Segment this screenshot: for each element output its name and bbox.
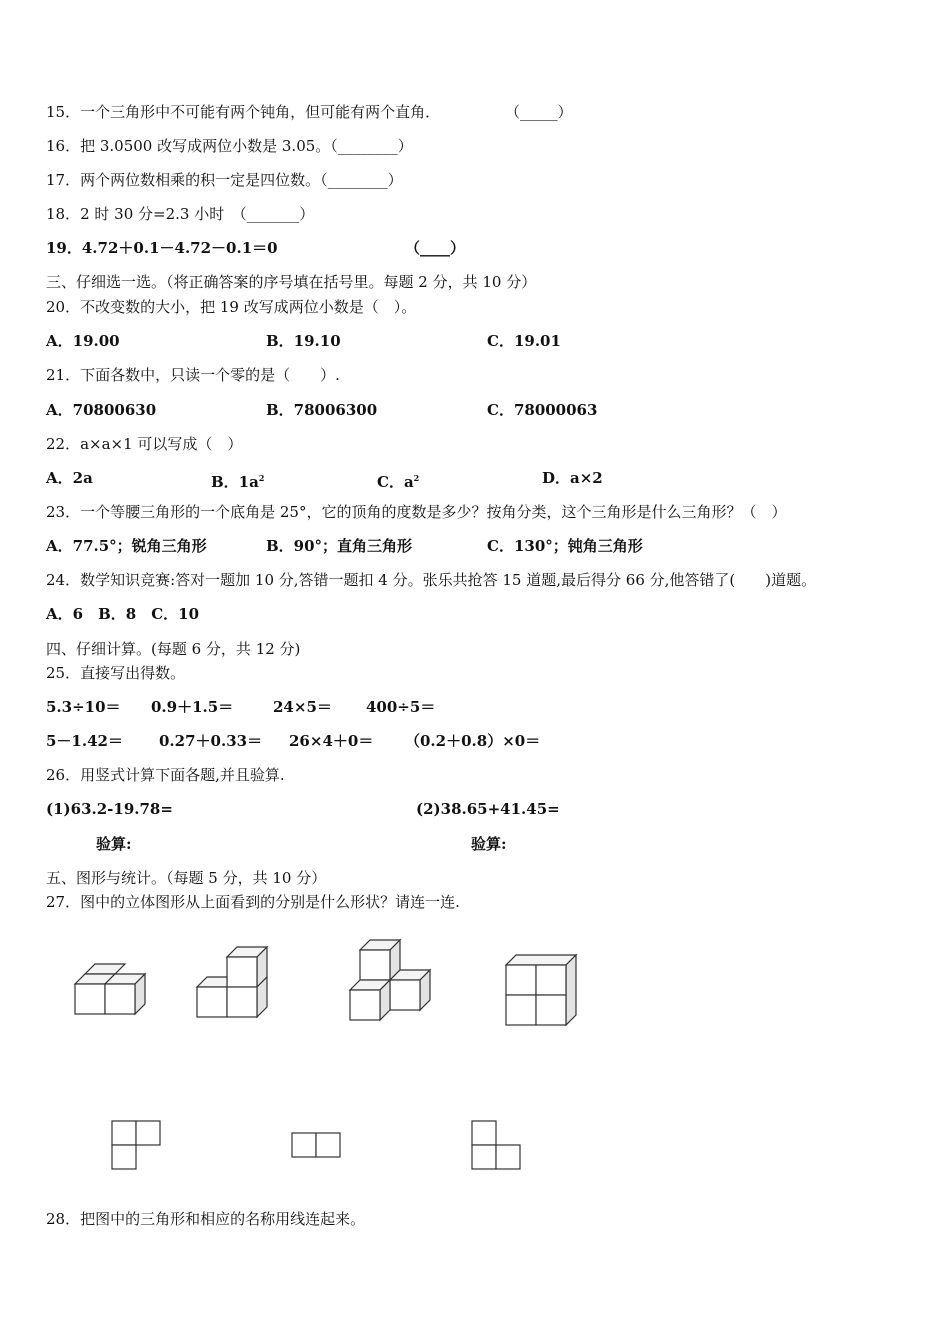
q25-item-2: 0.9＋1.5＝ — [151, 698, 234, 716]
top-view-option-3[interactable] — [471, 1120, 523, 1172]
q22-option-d[interactable]: D．a×2 — [542, 469, 603, 487]
q22-option-c[interactable] — [377, 468, 419, 492]
q24-options[interactable]: A．6 B．8 C．10 — [46, 605, 200, 623]
question-15 — [46, 102, 440, 122]
section-4-title: 四、仔细计算。(每题 6 分，共 12 分) — [46, 640, 301, 658]
q23-option-b[interactable]: B．90°；直角三角形 — [266, 537, 413, 555]
q25-item-1: 5.3÷10＝ — [46, 698, 121, 716]
q25-item-3: 24×5＝ — [273, 698, 332, 716]
question-28: 28．把图中的三角形和相应的名称用线连起来。 — [46, 1210, 366, 1228]
q21-option-c[interactable]: C．78000063 — [487, 401, 598, 419]
question-17: 17．两个两位数相乘的积一定是四位数。（________） — [46, 171, 403, 189]
top-view-option-2[interactable] — [291, 1132, 343, 1160]
q26-check-2: 验算: — [471, 835, 507, 853]
q21-option-b[interactable]: B．78006300 — [266, 401, 378, 419]
q26-part-1: (1)63.2-19.78= — [46, 800, 173, 818]
q22-option-b-exponent: 2 — [258, 473, 265, 483]
question-23: 23．一个等腰三角形的一个底角是 25°，它的顶角的度数是多少？按角分类，这个三角形是什么三角形？（ ） — [46, 503, 787, 521]
q25-item-4: 400÷5＝ — [366, 698, 436, 716]
q25-item-5: 5－1.42＝ — [46, 732, 123, 750]
q20-option-a[interactable]: A．19.00 — [46, 332, 120, 350]
question-19: 19．4.72＋0.1－4.72－0.1＝0 — [46, 239, 278, 257]
question-19-blank[interactable]: （____） — [405, 239, 466, 257]
q25-item-7: 26×4＋0＝ — [289, 732, 374, 750]
question-21: 21．下面各数中，只读一个零的是（ ）. — [46, 366, 340, 384]
question-15-text: 15．一个三角形中不可能有两个钝角，但可能有两个直角． — [46, 103, 441, 121]
q26-part-2: (2)38.65+41.45= — [416, 800, 560, 818]
q20-option-c[interactable]: C．19.01 — [487, 332, 561, 350]
solid-figure-1 — [75, 962, 155, 1018]
q25-item-8: （0.2＋0.8）×0＝ — [405, 732, 541, 750]
solid-figure-2 — [197, 945, 277, 1021]
question-20: 20．不改变数的大小，把 19 改写成两位小数是（ ）。 — [46, 298, 417, 316]
question-25: 25．直接写出得数。 — [46, 664, 186, 682]
q22-option-b-label: B．1a — [211, 473, 259, 491]
solid-figure-3 — [348, 938, 438, 1026]
q23-option-a[interactable]: A．77.5°；锐角三角形 — [46, 537, 207, 555]
q23-option-c[interactable]: C．130°；钝角三角形 — [487, 537, 643, 555]
question-22: 22．a×a×1 可以写成（ ） — [46, 435, 243, 453]
question-16: 16．把 3.0500 改写成两位小数是 3.05。（________） — [46, 137, 413, 155]
top-view-option-1[interactable] — [111, 1120, 163, 1172]
q20-option-b[interactable]: B．19.10 — [266, 332, 341, 350]
q25-item-6: 0.27＋0.33＝ — [159, 732, 263, 750]
q22-option-a[interactable]: A．2a — [46, 469, 93, 487]
q22-option-c-label: C．a — [377, 473, 414, 491]
question-24: 24．数学知识竞赛:答对一题加 10 分,答错一题扣 4 分。张乐共抢答 15 道题,最后得分 66 分,他答错了( )道题。 — [46, 571, 817, 589]
q22-option-b[interactable] — [211, 468, 264, 492]
question-26: 26．用竖式计算下面各题,并且验算. — [46, 766, 285, 784]
question-27: 27．图中的立体图形从上面看到的分别是什么形状？请连一连. — [46, 893, 460, 911]
q21-option-a[interactable]: A．70800630 — [46, 401, 157, 419]
question-18: 18．2 时 30 分=2.3 小时 （_______） — [46, 205, 315, 223]
q26-check-1: 验算: — [96, 835, 132, 853]
section-5-title: 五、图形与统计。（每题 5 分，共 10 分） — [46, 869, 327, 887]
q22-option-c-exponent: 2 — [413, 473, 420, 483]
section-3-title: 三、仔细选一选。（将正确答案的序号填在括号里。每题 2 分，共 10 分） — [46, 273, 537, 291]
question-15-blank[interactable]: （_____） — [505, 103, 573, 121]
solid-figure-4 — [504, 953, 584, 1029]
